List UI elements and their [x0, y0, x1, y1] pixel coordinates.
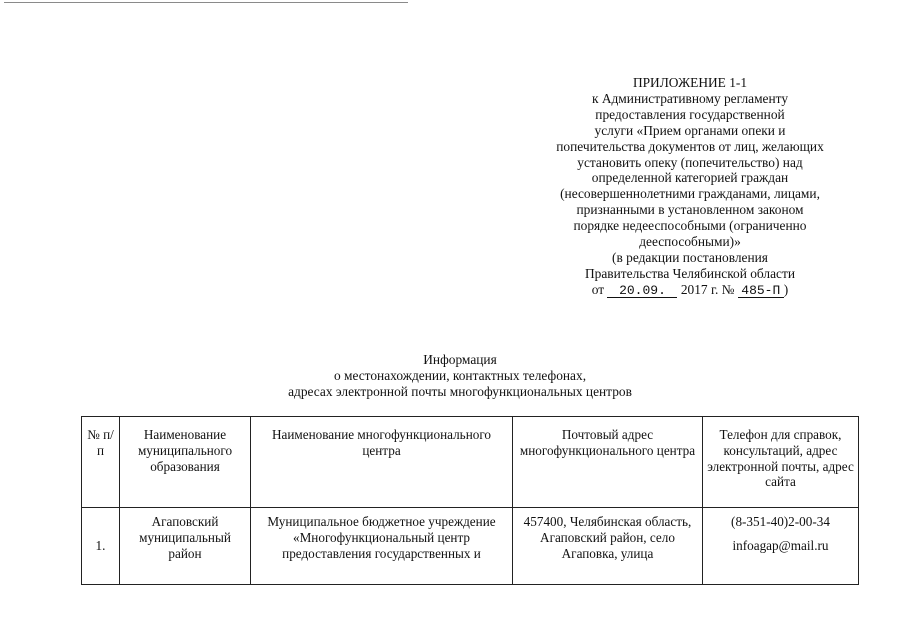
header-contacts: Телефон для справок, консультаций, адрес электронной почты, адрес сайта: [703, 417, 859, 508]
row-email: infoagap@mail.ru: [732, 537, 829, 553]
row-number: 1.: [82, 508, 120, 585]
appendix-line: дееспособными)»: [639, 234, 741, 250]
appendix-line: предоставления государственной: [595, 106, 785, 122]
row-address: 457400, Челябинская область, Агаповский район, село Агаповка, улица: [513, 508, 703, 585]
date-value: 20.09.: [607, 285, 677, 298]
appendix-line: определенной категорией граждан: [591, 170, 789, 186]
info-title: Информация: [423, 352, 497, 367]
row-contacts: [703, 508, 859, 585]
top-rule: [4, 2, 408, 3]
row-phone: (8-351-40)2-00-34: [731, 514, 830, 529]
appendix-line: Правительства Челябинской области: [585, 265, 795, 281]
appendix-block: [510, 75, 870, 298]
year-text: 2017 г. №: [680, 281, 735, 297]
header-municipality: Наименование муниципального образования: [120, 417, 251, 508]
appendix-line: порядке недееспособными (ограниченно: [573, 218, 807, 234]
info-line-3: адресах электронной почты многофункциональных центров: [288, 384, 632, 399]
row-center-name: Муниципальное бюджетное учреждение «Многофункциональный центр предоставления государственных и: [251, 508, 513, 585]
appendix-line: (несовершеннолетними гражданами, лицами,: [560, 186, 820, 202]
table-header-row: [82, 417, 859, 508]
info-heading: [180, 352, 740, 400]
appendix-date-line: [510, 282, 870, 298]
appendix-line: признанными в установленном законом: [576, 202, 804, 218]
centers-table: [81, 416, 859, 585]
appendix-line: установить опеку (попечительство) над: [577, 154, 803, 170]
appendix-line: услуги «Прием органами опеки и: [594, 122, 786, 138]
appendix-line: попечительства документов от лиц, желающих: [556, 138, 824, 154]
row-municipality: Агаповский муниципальный район: [120, 508, 251, 585]
date-prefix: от: [591, 281, 605, 297]
header-address: Почтовый адрес многофункционального центра: [513, 417, 703, 508]
header-center-name: Наименование многофункционального центра: [251, 417, 513, 508]
info-line-2: о местонахождении, контактных телефонах,: [333, 368, 587, 383]
appendix-title: ПРИЛОЖЕНИЕ 1-1: [632, 75, 748, 90]
header-number: № п/п: [82, 417, 120, 508]
appendix-line: к Административному регламенту: [591, 90, 789, 106]
table-row: [82, 508, 859, 585]
closing-paren: ): [783, 281, 789, 297]
number-value: 485-П: [738, 285, 784, 298]
appendix-line: (в редакции постановления: [612, 249, 768, 265]
